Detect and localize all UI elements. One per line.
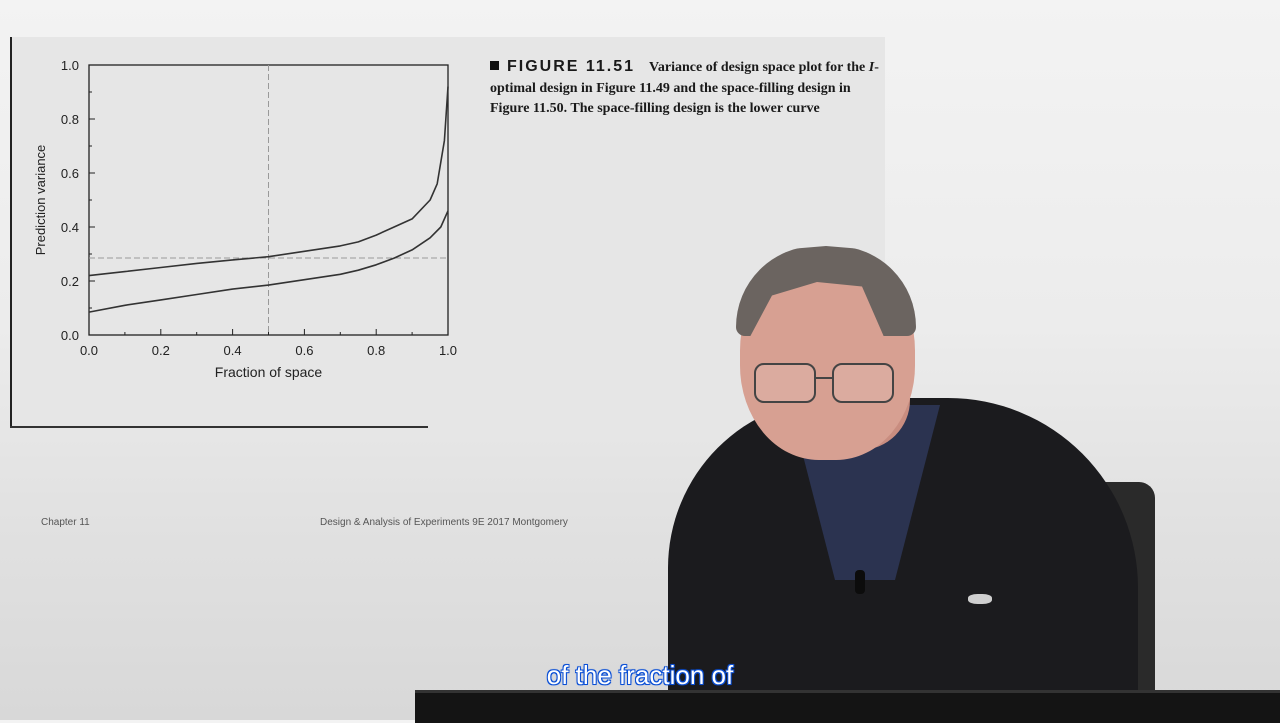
lapel-mic-icon — [855, 570, 865, 594]
square-bullet-icon — [490, 61, 499, 70]
glasses-bridge — [814, 377, 832, 379]
glasses-lens-right — [832, 363, 894, 403]
footer-chapter: Chapter 11 — [41, 517, 90, 528]
caption-text-1: Variance of design space plot for the — [649, 60, 869, 75]
y-tick-label: 0.8 — [60, 112, 79, 127]
slide-underline — [10, 426, 428, 428]
x-tick-label: 0.8 — [367, 343, 386, 358]
series-line-space-filling — [89, 211, 448, 312]
x-tick-label: 0.6 — [295, 343, 314, 358]
y-tick-label: 1.0 — [60, 58, 79, 73]
x-tick-label: 1.0 — [438, 343, 458, 358]
y-tick-label: 0.4 — [60, 220, 79, 235]
desk — [415, 690, 1280, 723]
y-tick-label: 0.6 — [60, 166, 79, 181]
footer-book-title: Design & Analysis of Experiments 9E 2017 Montgomery — [320, 517, 568, 528]
figure-caption — [490, 57, 880, 120]
y-axis-label: Prediction variance — [33, 144, 48, 256]
x-axis-label: Fraction of space — [214, 364, 323, 380]
caption-text-2: -optimal design in Figure 11.49 and the space-filling design in Figure 11.50. The space-filling design is the lower curve — [490, 60, 879, 116]
shirt-logo-icon — [968, 594, 992, 604]
glasses-icon — [752, 355, 902, 405]
y-tick-label: 0.2 — [60, 274, 79, 289]
video-subtitle: of the fraction of — [546, 660, 734, 690]
figure-label: FIGURE 11.51 — [490, 58, 635, 75]
x-tick-label: 0.2 — [151, 343, 170, 358]
x-tick-label: 0.4 — [223, 343, 242, 358]
glasses-lens-left — [754, 363, 816, 403]
y-tick-label: 0.0 — [60, 328, 79, 343]
caption-italic: I — [868, 60, 875, 75]
x-tick-label: 0.0 — [79, 343, 99, 358]
variance-dispersion-chart — [12, 37, 482, 427]
